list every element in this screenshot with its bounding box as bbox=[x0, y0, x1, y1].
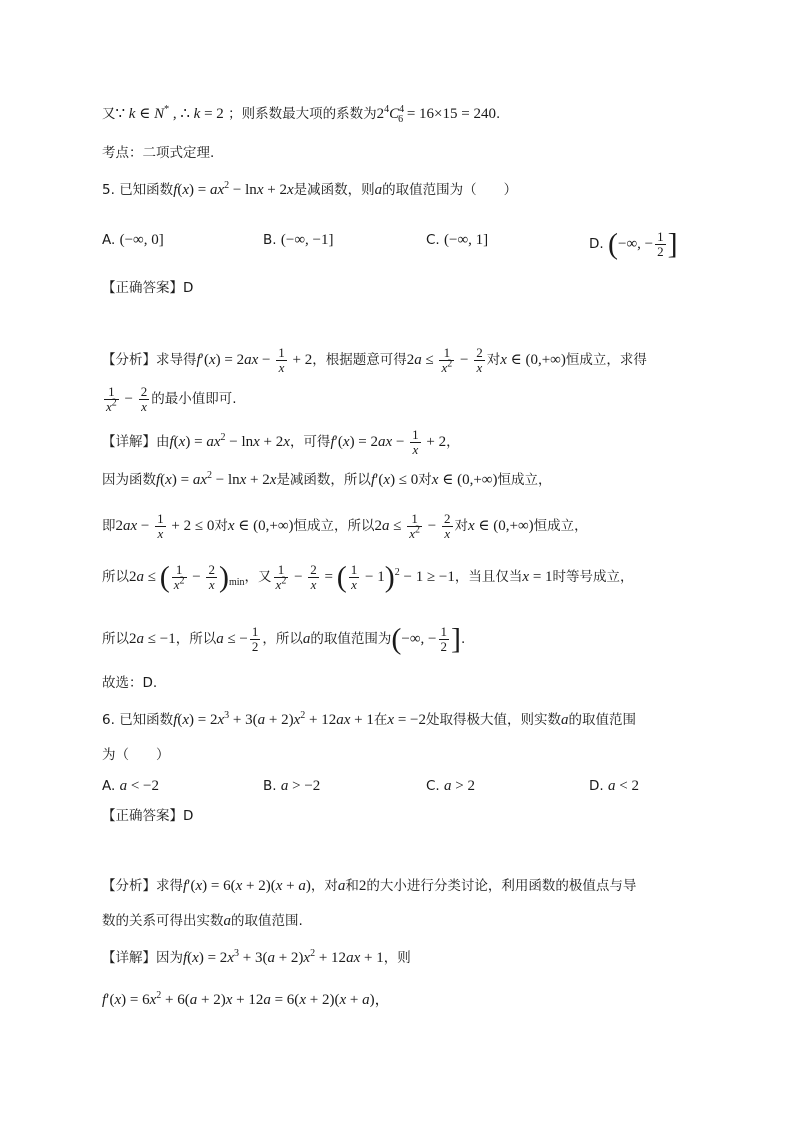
text: C. bbox=[426, 232, 440, 248]
text: ， bbox=[446, 433, 460, 450]
q5-analysis-line2: $\frac{1}{x^2}$ − $\frac{2}{x}$ 的最小值即可. bbox=[106, 384, 237, 414]
q5-detail-line3: 即2ax − $\frac{1}{x}$ + 2 ≤ 0对x ∈ (0,+∞)恒成立，所以2a ≤ $\frac{1}{x^2}$ − $\frac{2}{x}$ 对x ∈ (0,+∞)恒成立， bbox=[102, 511, 588, 541]
q6-option-d: D. a < 2 bbox=[589, 778, 639, 794]
question-6-stem-cont bbox=[102, 745, 170, 765]
text: 因为 bbox=[156, 950, 183, 966]
text: 【正确答案】 bbox=[102, 280, 183, 296]
q6-detail-line1: 【详解】因为$f(x) = 2x^3 + 3(a + 2)x^2 + 12ax + 1$，则 bbox=[102, 948, 411, 966]
q5-answer bbox=[102, 278, 193, 298]
text: 故选：D. bbox=[102, 675, 158, 691]
text: ，当且仅当 bbox=[454, 568, 523, 585]
q5-option-d: D. (−∞, − $\frac{1}{2}$ ] bbox=[589, 227, 678, 261]
text: 所以 bbox=[102, 568, 129, 585]
text: 所以 bbox=[102, 630, 129, 647]
text: 【分析】 bbox=[102, 878, 156, 894]
q6-analysis-line2: 数的关系可得出实数a的取值范围. bbox=[102, 913, 303, 929]
text: 【正确答案】 bbox=[102, 808, 183, 824]
q6-option-c: C. a > 2 bbox=[426, 778, 475, 794]
text: 和 bbox=[345, 878, 359, 894]
text: 在 bbox=[373, 712, 388, 728]
text: B. bbox=[263, 232, 277, 248]
text: 是减函数，则 bbox=[293, 182, 375, 198]
question-number: 5. bbox=[102, 182, 115, 198]
text: . bbox=[461, 630, 466, 647]
text: 的取值范围为 bbox=[310, 630, 392, 647]
q5-option-c: C. (−∞, 1] bbox=[426, 232, 489, 248]
text: 的取值范围为（ ） bbox=[382, 182, 518, 198]
text: A. bbox=[102, 778, 116, 794]
q6-analysis-line1: 【分析】求得f′(x) = 6(x + 2)(x + a)，对a和2的大小进行分类讨论，利用函数的极值点与导 bbox=[102, 878, 637, 894]
text: A. bbox=[102, 232, 116, 248]
q5-detail-line5: 所以2a ≤ −1，所以a ≤ − $\frac{1}{2}$ ，所以a的取值范围为(−∞, − $\frac{1}{2}$ ]. bbox=[102, 622, 466, 656]
q5-detail-line1: 【详解】由$f(x) = ax^2 - \ln x + 2x$，可得f′(x) = 2ax − $\frac{1}{x}$ + 2， bbox=[102, 427, 460, 457]
question-5-stem: 5. 已知函数$f(x) = ax^2 - \ln x + 2x$是减函数，则a的取值范围为（ ） bbox=[102, 180, 518, 198]
text: 的取值范围 bbox=[568, 712, 636, 728]
text: 对 bbox=[418, 472, 432, 488]
text: 对 bbox=[486, 351, 501, 368]
q5-analysis-line1: 【分析】求导得f′(x) = 2ax − $\frac{1}{x}$ + 2，根据题意可得2a ≤ $\frac{1}{x^2}$ − $\frac{2}{x}$ 对x ∈ (0,+∞)恒成立，求得 bbox=[102, 345, 647, 375]
text: ，所以 bbox=[262, 630, 303, 647]
text: 又 bbox=[102, 106, 116, 122]
q5-option-a: A. (−∞, 0] bbox=[102, 232, 164, 248]
text: 是减函数，所以 bbox=[276, 472, 371, 488]
kaodian-text: 二项式定理. bbox=[142, 145, 215, 161]
text: 求得 bbox=[156, 878, 183, 894]
question-number: 6. bbox=[102, 712, 115, 728]
text: ，所以 bbox=[175, 630, 217, 647]
text: 恒成立，所以 bbox=[293, 517, 375, 534]
text: ，可得 bbox=[289, 433, 331, 450]
q6-option-b: B. a > −2 bbox=[263, 778, 321, 794]
q6-option-a: A. a < −2 bbox=[102, 778, 160, 794]
q6-answer bbox=[102, 806, 193, 826]
q5-detail-line4: 所以2a ≤ ( $\frac{1}{x^2}$ − $\frac{2}{x}$ )$_{min}$，又 $\frac{1}{x^2}$ − $\frac{2}{x}$ = ( $\frac{1}{x}$ − 1)$^2$ − 1 ≥ −1，当且仅当x = 1时等号成立， bbox=[102, 560, 634, 594]
text: 数的关系可得出实数 bbox=[102, 913, 224, 929]
binomial-conclusion-line: 又∵ k ∈ N* , ∴ k = 2 ；则系数最大项的系数为$2^4C^4_6 = 16\times 15 = 240$. bbox=[102, 104, 501, 125]
text: ；则系数最大项的系数为 bbox=[228, 106, 377, 122]
text: 恒成立，求得 bbox=[565, 351, 647, 368]
text: 时等号成立， bbox=[552, 568, 634, 585]
text: 的大小进行分类讨论，利用函数的极值点与导 bbox=[366, 878, 637, 894]
text: D. bbox=[589, 235, 604, 252]
text: 恒成立， bbox=[497, 472, 552, 488]
text: 对 bbox=[454, 517, 468, 534]
text: ，对 bbox=[310, 878, 338, 894]
text: 【分析】 bbox=[102, 351, 156, 368]
text: 由 bbox=[156, 433, 170, 450]
text: ，则 bbox=[383, 950, 411, 966]
text: 的最小值即可. bbox=[151, 390, 237, 407]
text: ，又 bbox=[244, 568, 272, 585]
q6-detail-line2: $f'(x) = 6x^2 + 6(a + 2)x + 12a = 6(x + 2)(x + a)$， bbox=[102, 990, 390, 1008]
question-6-stem: 6. 已知函数$f(x) = 2x^3 + 3(a + 2)x^2 + 12ax + 1$在x = −2处取得极大值，则实数a的取值范围 bbox=[102, 710, 636, 728]
text: D bbox=[183, 808, 194, 824]
text: 对 bbox=[214, 517, 228, 534]
kaodian-label: 考点： bbox=[102, 145, 143, 161]
text: D. bbox=[589, 778, 604, 794]
text: 【详解】 bbox=[102, 433, 156, 450]
text: B. bbox=[263, 778, 277, 794]
text: 因为函数 bbox=[102, 472, 156, 488]
kaodian-line bbox=[102, 143, 214, 163]
text: 为（ ） bbox=[102, 747, 170, 763]
text: 恒成立， bbox=[533, 517, 588, 534]
text: 即 bbox=[102, 517, 116, 534]
text: 求导得 bbox=[156, 351, 197, 368]
text: 【详解】 bbox=[102, 950, 156, 966]
q5-detail-line2: 因为函数$f(x) = ax^2 - \ln x + 2x$是减函数，所以f′(x) ≤ 0对x ∈ (0,+∞)恒成立， bbox=[102, 470, 552, 488]
text: 处取得极大值，则实数 bbox=[425, 712, 561, 728]
q5-conclusion bbox=[102, 673, 157, 693]
text: . bbox=[495, 106, 501, 122]
q5-option-b: B. (−∞, −1] bbox=[263, 232, 334, 248]
text: D bbox=[183, 280, 194, 296]
text: 已知函数 bbox=[119, 182, 174, 198]
text: ，根据题意可得 bbox=[312, 351, 407, 368]
text: C. bbox=[426, 778, 440, 794]
text: 已知函数 bbox=[119, 712, 174, 728]
text: 的取值范围. bbox=[231, 913, 303, 929]
